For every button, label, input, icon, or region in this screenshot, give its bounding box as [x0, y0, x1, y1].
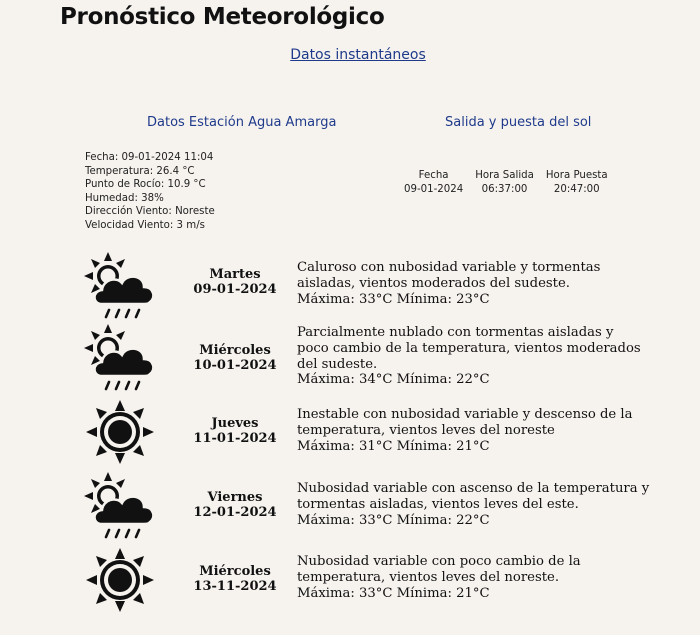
day-label	[180, 416, 290, 446]
day-description	[297, 325, 667, 388]
desc-line: poco cambio de la temperatura, vientos moderados	[297, 340, 641, 356]
desc-line: Nubosidad variable con ascenso de la temperatura y	[297, 481, 650, 496]
sunset-value: 20:47:00	[553, 184, 600, 195]
day-date: 10-01-2024	[193, 358, 277, 373]
day-name: Miércoles	[199, 343, 271, 358]
day-label	[180, 267, 290, 297]
sun-cloud-rain-icon	[78, 248, 162, 324]
desc-line: temperatura, vientos leves del noreste	[297, 422, 555, 438]
day-date: 09-01-2024	[193, 282, 277, 297]
station-wind-direction: Dirección Viento: Noreste	[85, 206, 215, 218]
desc-line: Parcialmente nublado con tormentas aisladas y	[297, 325, 614, 340]
desc-line: Caluroso con nubosidad variable y tormentas	[297, 260, 601, 275]
day-description	[297, 554, 667, 601]
sun-cloud-rain-icon	[78, 320, 162, 396]
day-temps: Máxima: 31°C Mínima: 21°C	[297, 438, 490, 454]
sun-col-sunset: Hora Puesta	[545, 170, 608, 181]
day-date: 11-01-2024	[193, 431, 277, 446]
desc-line: temperatura, vientos leves del noreste.	[297, 569, 560, 585]
day-temps: Máxima: 33°C Mínima: 21°C	[297, 585, 490, 601]
sun-icon	[78, 542, 162, 618]
forecast-day	[0, 250, 700, 326]
day-temps: Máxima: 34°C Mínima: 22°C	[297, 372, 490, 388]
day-name: Miércoles	[199, 564, 271, 579]
day-temps: Máxima: 33°C Mínima: 23°C	[297, 291, 490, 307]
day-date: 13-11-2024	[193, 579, 277, 594]
sun-table-header	[398, 169, 614, 183]
day-label	[180, 490, 290, 520]
day-description	[297, 481, 667, 528]
desc-line: Nubosidad variable con poco cambio de la	[297, 554, 581, 569]
sun-table-row	[398, 183, 614, 197]
day-name: Viernes	[207, 490, 263, 505]
sun-cloud-rain-icon	[78, 468, 162, 544]
desc-line: del sudeste.	[297, 356, 378, 372]
day-name: Jueves	[211, 416, 259, 431]
station-wind-speed: Velocidad Viento: 3 m/s	[85, 219, 205, 231]
sun-col-sunrise: Hora Salida	[475, 170, 534, 181]
station-humidity: Humedad: 38%	[85, 192, 164, 204]
day-label	[180, 564, 290, 594]
station-date: Fecha: 09-01-2024 11:04	[85, 152, 214, 163]
station-data-list	[85, 151, 215, 233]
day-name: Martes	[209, 267, 261, 282]
sun-table	[398, 169, 614, 197]
desc-line: tormentas aisladas, vientos leves del este.	[297, 496, 579, 512]
station-dew-point: Punto de Rocío: 10.9 °C	[85, 179, 206, 191]
page-title: Pronóstico Meteorológico	[60, 4, 385, 30]
day-description	[297, 260, 667, 307]
forecast-day	[0, 396, 700, 472]
day-description	[297, 407, 667, 454]
sun-col-date: Fecha	[418, 170, 449, 181]
sun-icon	[78, 394, 162, 470]
sun-date-value: 09-01-2024	[404, 184, 464, 195]
sun-heading: Salida y puesta del sol	[445, 115, 592, 130]
desc-line: Inestable con nubosidad variable y descenso de la	[297, 407, 633, 422]
forecast-day	[0, 322, 700, 398]
forecast-day	[0, 544, 700, 620]
day-temps: Máxima: 33°C Mínima: 22°C	[297, 512, 490, 528]
forecast-day	[0, 470, 700, 546]
station-temperature: Temperatura: 26.4 °C	[85, 165, 195, 177]
sunrise-value: 06:37:00	[481, 184, 528, 195]
day-label	[180, 343, 290, 373]
day-date: 12-01-2024	[193, 505, 277, 520]
instant-data-link[interactable]: Datos instantáneos	[290, 47, 426, 63]
desc-line: aisladas, vientos moderados del sudeste.	[297, 275, 570, 291]
station-heading: Datos Estación Agua Amarga	[147, 115, 337, 130]
